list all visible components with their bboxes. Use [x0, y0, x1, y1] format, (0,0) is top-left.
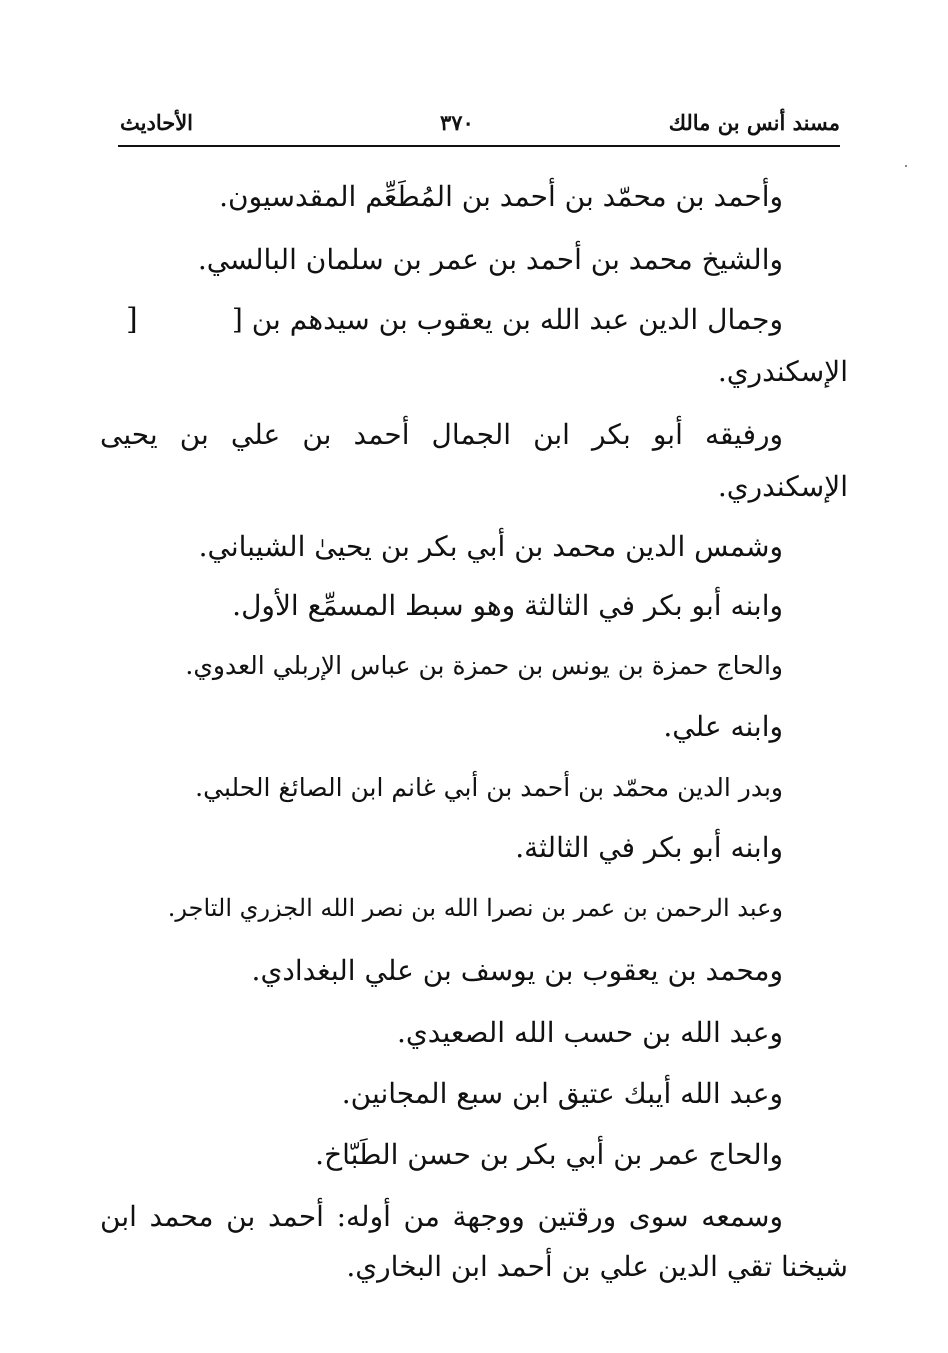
text-line: والحاج عمر بن أبي بكر بن حسن الطَبّاخ.	[315, 1138, 783, 1171]
running-header-section: الأحاديث	[120, 110, 194, 135]
text-line: والحاج حمزة بن يونس بن حمزة بن عباس الإربلي العدوي.	[185, 651, 783, 680]
text-line: الإسكندري.	[717, 355, 848, 388]
text-line: الإسكندري.	[717, 470, 848, 503]
text-line: وابنه أبو بكر في الثالثة وهو سبط المسمِّع الأول.	[232, 589, 783, 622]
text-line: ومحمد بن يعقوب بن يوسف بن علي البغدادي.	[251, 954, 783, 987]
running-header-book-title: مسند أنس بن مالك	[668, 110, 840, 135]
text-line: وابنه علي.	[663, 710, 783, 743]
scan-speck	[905, 165, 907, 167]
closing-bracket: ]	[126, 302, 138, 337]
text-line: وجمال الدين عبد الله بن يعقوب بن سيدهم بن [	[231, 303, 783, 336]
page-number: ٣٧٠	[440, 110, 474, 135]
text-line: ورفيقه أبو بكر ابن الجمال أحمد بن علي بن يحيى	[100, 418, 783, 451]
text-line: وأحمد بن محمّد بن أحمد بن المُطَعِّم المقدسيون.	[219, 180, 783, 213]
text-line: وابنه أبو بكر في الثالثة.	[515, 831, 783, 864]
text-line: وعبد الله بن حسب الله الصعيدي.	[396, 1016, 783, 1049]
text-line: وعبد الرحمن بن عمر بن نصرا الله بن نصر الله الجزري التاجر.	[167, 894, 783, 922]
header-rule	[118, 145, 840, 147]
text-line: وشمس الدين محمد بن أبي بكر بن يحيىٰ الشيباني.	[198, 530, 783, 563]
text-line: وبدر الدين محمّد بن أحمد بن أبي غانم ابن الصائغ الحلبي.	[195, 773, 783, 802]
text-line: وعبد الله أيبك عتيق ابن سبع المجانين.	[341, 1077, 783, 1110]
text-line: وسمعه سوى ورقتين ووجهة من أوله: أحمد بن محمد ابن	[100, 1200, 783, 1233]
text-line: شيخنا تقي الدين علي بن أحمد ابن البخاري.	[346, 1250, 848, 1283]
text-line: والشيخ محمد بن أحمد بن عمر بن سلمان البالسي.	[197, 243, 783, 276]
